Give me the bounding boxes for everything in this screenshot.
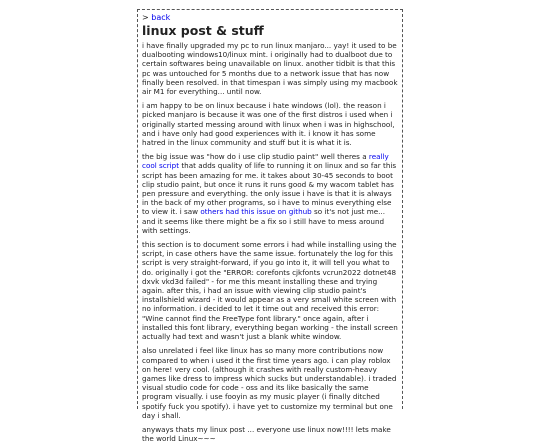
paragraph-1: i have finally upgraded my pc to run linux manjaro... yay! it used to be dualbooting windows10/linux mint. i originally had to dualboot due to certain softwares being unavailable on linux. another tidbit is that this pc was untouched for 5 months due to a network issue that has now finally been resolved. in that timespan i was simply using my macbook air M1 for everything... until now. xyxy=(142,41,398,97)
paragraph-3-text-c: so it's not just me... and it seems like there might be a fix so i still have to mess around with settings. xyxy=(142,207,386,235)
paragraph-4: this section is to document some errors i had while installing using the script, in case others have the same issue. fortunately the log for this script is very straight-forward, if you go into it, it will tell you what to do. originally i got the "ERROR: corefonts cjkfonts vcrun2022 dotnet48 dxvk vkd3d failed" - for me this meant installing these and trying again. after this, i had an issue with viewing clip studio paint's installshield wizard - it would appear as a very small white screen with no information. i decided to let it time out and received this error: "Wine cannot find the FreeType font library." once again, after i installed this font library, everything began working - the install screen actually had text and wasn't just a blank white window. xyxy=(142,240,398,342)
paragraph-5: also unrelated i feel like linux has so many more contributions now compared to when i used it the first time years ago. i can play roblox on here! very cool. (although it crashes with really custom-heavy games like dress to impress which sucks but understandable). i traded visual studio code for code - oss and its like basically the same program visually. i use fooyin as my music player (i finally ditched spotify fuck you spotify). i have yet to customize my terminal but one day i shall. xyxy=(142,346,397,420)
back-link[interactable]: back xyxy=(151,13,171,22)
paragraph-2: i am happy to be on linux because i hate windows (lol). the reason i picked manjaro is because it was one of the first distros i used when i originally started messing around with linux when i was in highschool, and i have only had good experiences with it. i know it has some hatred in the linux community and stuff but it is what it is. xyxy=(142,101,395,148)
github-issue-link[interactable]: others had this issue on github xyxy=(200,207,312,217)
post-title: linux post & stuff xyxy=(142,23,264,38)
back-nav xyxy=(142,13,398,23)
paragraph-3-text-b: that adds quality of life to running it on linux and so far this script has been amazing for me. it takes about 30-45 seconds to boot clip studio paint, but once it runs it runs good & my wacom tablet has pen pressure and everything. the only issue i have is that it is always in the back of my other programs, so i have to minus everything else to view it. i saw xyxy=(142,161,397,217)
post-container xyxy=(137,9,403,443)
paragraph-3 xyxy=(142,152,398,235)
paragraph-3-text-a: the big issue was "how do i use clip studio paint" well theres a xyxy=(142,152,369,162)
paragraph-6: anyways thats my linux post ... everyone use linux now!!!! lets make the world Linux~~~ xyxy=(142,424,391,443)
back-prefix: > xyxy=(142,13,149,22)
clip-studio-script-link[interactable]: really cool script xyxy=(142,152,389,171)
